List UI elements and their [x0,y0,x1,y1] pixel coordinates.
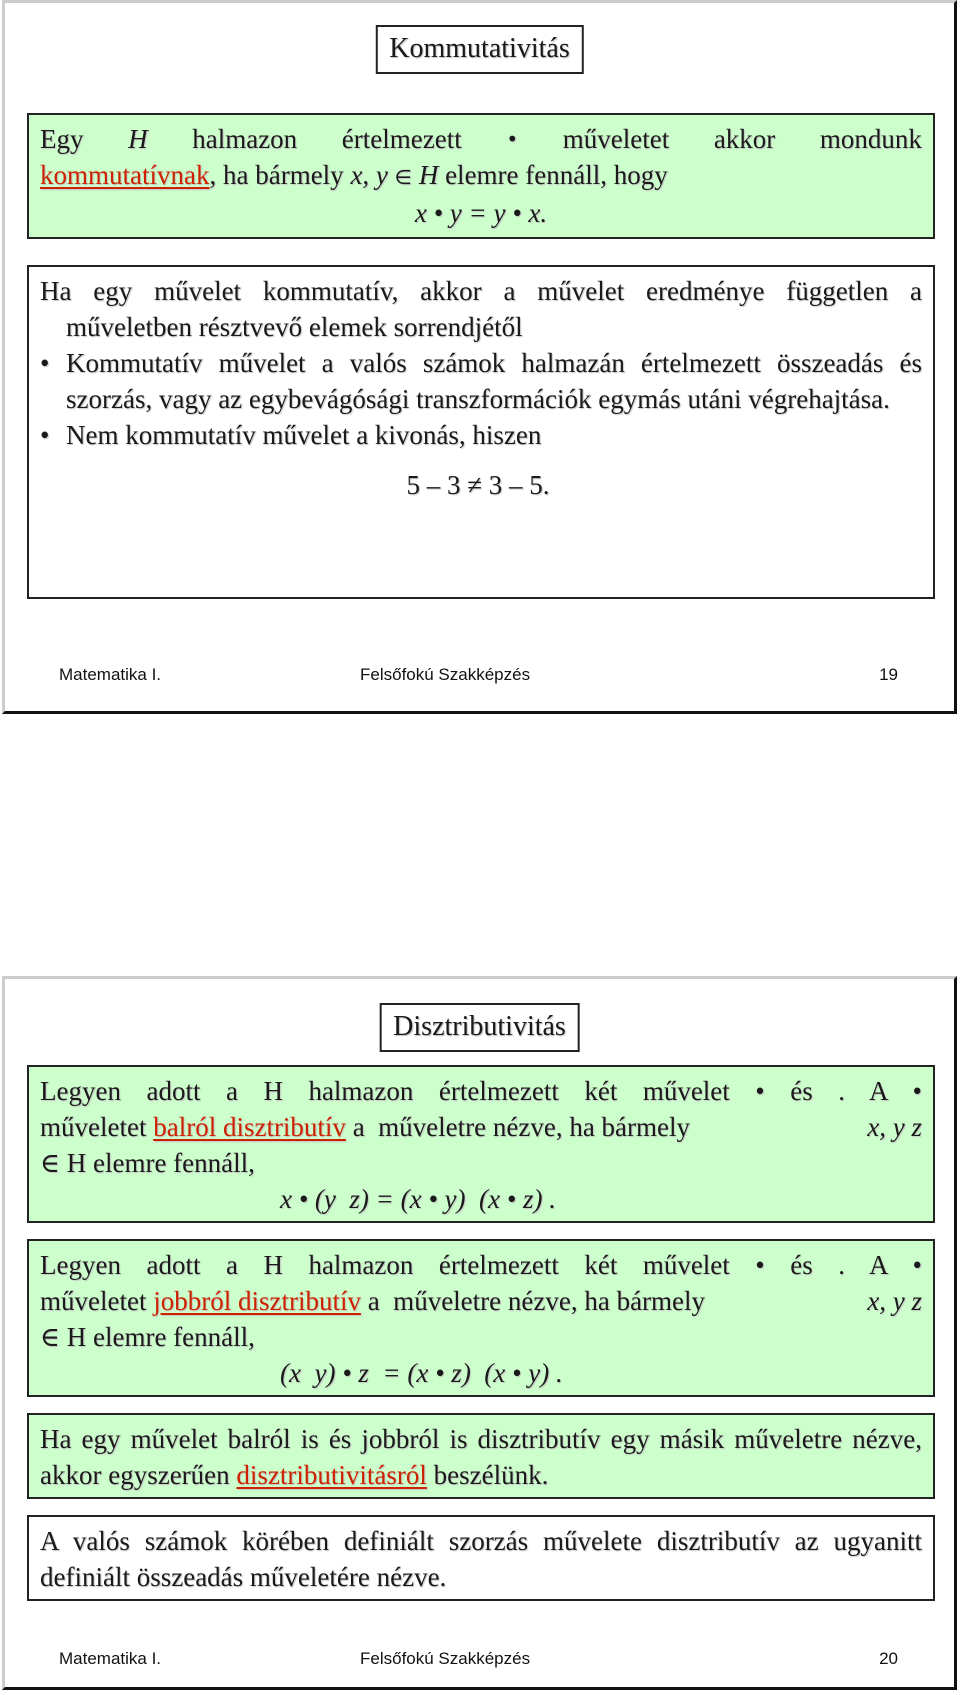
definition-text: beszélünk. [426,1460,549,1490]
definition-text: elemre fennáll, hogy [438,160,668,190]
variables: x, y z [867,1286,922,1316]
operation-symbol: • [506,127,519,151]
definition-line-2 [40,157,922,195]
variables: x, y z [867,1112,922,1142]
footer-course: Matematika I. [59,1649,162,1668]
highlighted-term: disztributivitásról [236,1460,427,1490]
set-symbol: H [418,160,439,190]
word: Egy [40,124,84,154]
left-def-line-3: ∈ H elemre fennáll, [40,1148,255,1178]
right-distributive-box [27,1239,935,1397]
explanation-line-1: Ha egy művelet kommutatív, akkor a művelet eredménye független a [40,276,922,306]
real-numbers-text: A valós számok körében definiált szorzás művelete disztributív az ugyanitt definiált összeadás műveletére nézve. [40,1526,922,1592]
left-distributive-formula [40,1181,922,1217]
footer-institution: Felsőfokú Szakképzés [360,1649,531,1668]
left-def-line-2 [40,1109,922,1145]
definition-text: műveletet [40,1286,154,1316]
definition-text: , ha bármely [209,160,351,190]
word: értelmezett [341,124,462,154]
word: mondunk [819,124,922,154]
word: műveletet [562,124,670,154]
right-def-line-3: ∈ H elemre fennáll, [40,1322,255,1352]
bullet-item [40,417,922,453]
page-number: 20 [879,1649,898,1668]
definition-text: a műveletre nézve, ha bármely [345,1112,697,1142]
commutative-formula: x • y = y • x. [414,198,548,228]
page-number: 19 [879,665,898,684]
distributivity-text [40,1421,922,1493]
right-distributive-formula [40,1355,922,1391]
formula-text: (x y) • z = (x • z) (x • y) . [280,1358,563,1388]
explanation-line-2: műveletben résztvevő elemek sorrendjétől [66,312,523,342]
slide-19 [2,0,957,714]
slide-title: Kommutativitás [375,25,583,74]
definition-text: műveletet [40,1112,154,1142]
left-distributive-box [27,1065,935,1223]
highlighted-term: kommutatívnak [40,160,210,190]
variables: x, y [350,160,388,190]
bullet-item [40,345,922,417]
definition-box [27,113,935,239]
bullet-icon: • [40,420,50,450]
element-of-symbol: ∈ [394,165,413,189]
slide-20 [2,976,957,1690]
set-symbol: H [128,124,148,154]
explanation-box [27,265,935,599]
slide-title: Disztributivitás [379,1003,580,1052]
left-def-line-1: Legyen adott a H halmazon értelmezett két művelet • és . A • [40,1076,922,1106]
definition-text: a műveletre nézve, ha bármely [360,1286,712,1316]
word: akkor [713,124,776,154]
real-numbers-box [27,1515,935,1601]
bullet-text: Nem kommutatív művelet a kivonás, hiszen [66,420,542,450]
formula-text: x • (y z) = (x • y) (x • z) . [280,1184,556,1214]
right-def-line-1: Legyen adott a H halmazon értelmezett két művelet • és . A • [40,1250,922,1280]
bullet-text: Kommutatív művelet a valós számok halmazán értelmezett összeadás és szorzás, vagy az egybevágósági transzformációk egymás utáni végrehajtása. [66,348,922,414]
highlighted-term: jobbról disztributív [153,1286,361,1316]
subtraction-formula: 5 – 3 ≠ 3 – 5. [406,470,550,500]
distributivity-box [27,1413,935,1499]
bullet-icon: • [40,348,50,378]
footer-institution: Felsőfokú Szakképzés [360,665,531,684]
footer-course: Matematika I. [59,665,162,684]
definition-line-1 [40,121,922,157]
highlighted-term: balról disztributív [153,1112,346,1142]
definition-text: Ha egy művelet balról is és jobbról is disztributív egy másik műveletre nézve, akkor egyszerűen [40,1424,922,1490]
word: halmazon [192,124,298,154]
right-def-line-2 [40,1283,922,1319]
